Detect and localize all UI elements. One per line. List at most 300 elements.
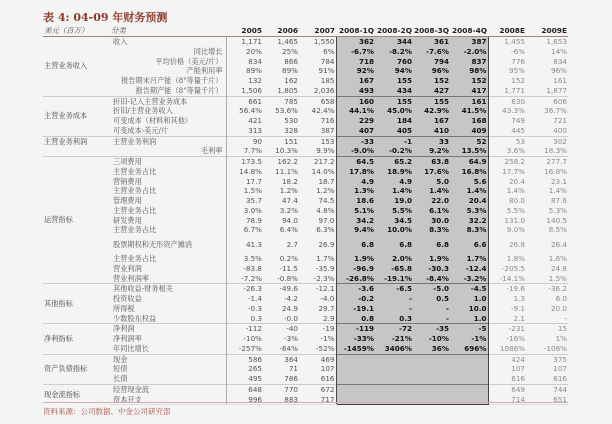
cell-2008e: -231 [488, 324, 526, 334]
row-label: 三项费用 [110, 157, 226, 167]
cell-2008e: -16% [506, 334, 525, 343]
cell-2008-2q: 94% [375, 66, 413, 76]
financial-forecast-table [43, 26, 568, 405]
group-label: 资产负债指标 [43, 354, 110, 384]
cell-2008-4q [450, 364, 488, 374]
cell-2009e: 24.8 [550, 263, 567, 273]
cell-2008-3q: 0.5 [413, 294, 450, 304]
cell-2008-1q: 44.1% [336, 106, 375, 116]
cell-2008-2q: -0.2% [375, 146, 413, 156]
cell-2008-2q: 45.0% [375, 106, 413, 116]
cell-2007: 2,036 [313, 85, 335, 95]
column-header: 2008E [488, 26, 526, 37]
cell-2009e: 375 [526, 354, 568, 364]
cell-2008-3q [413, 374, 450, 384]
cell-2006: -64% [279, 343, 298, 353]
cell-2008-4q: 387 [450, 37, 488, 47]
group-label: 其他指标 [43, 284, 110, 324]
cell-2008-3q: 63.8 [413, 157, 450, 167]
cell-2009e: 26.4 [550, 240, 567, 249]
cell-2008e: 152 [511, 76, 525, 85]
cell-2005: 1,506 [241, 85, 262, 95]
cell-2008-2q: 1.4% [375, 186, 413, 196]
column-header: 2007 [299, 26, 336, 37]
cell-2005: 56.4% [239, 106, 262, 116]
cell-2005: 17.7 [245, 176, 262, 186]
group-label: 主营业务利润 [43, 136, 110, 157]
cell-2008-4q: 52 [450, 136, 488, 146]
table-row [43, 364, 568, 374]
cell-2008-2q: 10.0% [375, 225, 413, 235]
row-label: 折旧/主营业务收入 [110, 106, 226, 116]
cell-2008-1q: 718 [336, 57, 375, 67]
row-label: 主营业务占比 [110, 167, 226, 177]
row-label: 营销费用 [110, 177, 226, 187]
cell-2007: 658 [299, 96, 336, 106]
cell-2007: 91% [318, 66, 335, 76]
row-label: 营业利润率 [110, 274, 226, 284]
group-label: 主营业务收入 [43, 37, 110, 97]
cell-2007: 4.8% [316, 205, 335, 215]
cell-2008-1q: -119 [336, 324, 375, 334]
cell-2008-2q: 18.9% [375, 167, 413, 177]
cell-2008-2q [375, 354, 413, 364]
cell-2007: -19 [299, 324, 336, 334]
row-label: 营业利润 [110, 264, 226, 274]
cell-2008-1q: 160 [336, 96, 375, 106]
cell-2009e: 1.6% [548, 254, 567, 263]
row-label: 短债 [110, 364, 226, 374]
cell-2005: 495 [248, 374, 262, 383]
cell-2008-1q: -6.7% [336, 47, 375, 57]
cell-2009e: 15 [526, 324, 568, 334]
group-label: 净利指标 [43, 324, 110, 354]
cell-2005: 3.5% [243, 254, 262, 263]
cell-2008-1q: -19.1 [336, 304, 375, 314]
table-row [43, 304, 568, 314]
cell-2006: 18.2 [281, 176, 298, 186]
group-label: 主营业务成本 [43, 96, 110, 136]
cell-2008-4q: 32.2 [450, 216, 488, 226]
cell-2008e: 20.4 [508, 176, 525, 186]
cell-2008e: 649 [488, 384, 526, 394]
cell-2005: 265 [248, 364, 262, 374]
cell-2008-1q: -9.0% [336, 146, 375, 156]
cell-2008-1q: 17.8% [336, 167, 375, 177]
cell-2008-1q: 5.1% [336, 206, 375, 216]
cell-2008-1q: 92% [336, 66, 375, 76]
cell-2007: 784 [320, 56, 335, 66]
cell-2008-2q: 155 [375, 76, 413, 86]
cell-2008-3q: -5.0 [413, 284, 450, 294]
cell-2005: 0.3 [250, 313, 262, 323]
cell-2005: 132 [248, 76, 262, 85]
cell-2006: -0.8% [277, 273, 298, 283]
cell-2008e: 1.4% [506, 186, 525, 196]
row-label: 平均价格（美元/片） [110, 57, 226, 67]
cell-2008e: 95% [509, 66, 525, 76]
cell-2008-2q: 4.9 [375, 177, 413, 187]
table-row [43, 206, 568, 216]
cell-2008-3q: 1.9% [413, 254, 450, 264]
cell-2006: 883 [263, 395, 299, 405]
cell-2008e: -14.1% [499, 273, 525, 283]
footer-divider [43, 402, 568, 403]
cell-2008-1q: 407 [336, 126, 375, 136]
cell-2007: 1.2% [316, 186, 335, 196]
cell-2008e: 714 [488, 395, 526, 405]
cell-2006: -3% [284, 334, 298, 343]
cell-2008-1q: -0.2 [336, 294, 375, 304]
cell-2007: 29.7 [318, 303, 335, 313]
cell-2008-3q [413, 364, 450, 374]
cell-2007: 153 [299, 136, 336, 146]
cell-2008-1q: 362 [336, 37, 375, 47]
cell-2007: 107 [320, 364, 335, 374]
cell-2008-1q: 1.3% [336, 186, 375, 196]
table-row [43, 47, 568, 57]
cell-2008-3q: - [413, 304, 450, 314]
row-label: 折旧-记入主营业务成本 [110, 96, 226, 106]
cell-2008-3q: -7.6% [413, 47, 450, 57]
cell-2009e: 140.5 [546, 215, 567, 225]
cell-2008-4q: 5.3% [450, 206, 488, 216]
table-row [43, 186, 568, 196]
row-label: 现金 [110, 354, 226, 364]
cell-2006: 0.2% [279, 254, 298, 263]
cell-2008-2q: 344 [375, 37, 413, 47]
cell-2008-4q: 1.7% [450, 254, 488, 264]
table-body [43, 37, 568, 405]
cell-2008-3q: 36% [413, 344, 450, 354]
cell-2008-2q [375, 384, 413, 394]
row-label: 管理费用 [110, 196, 226, 206]
cell-2008-1q: 0.8 [336, 314, 375, 324]
cell-2007: -12.1 [299, 284, 336, 294]
cell-2008-2q: 34.5 [375, 216, 413, 226]
cell-2009e: -36.2 [526, 284, 568, 294]
row-label: 净利润率 [110, 334, 226, 344]
cell-2008-4q: -3.2% [450, 274, 488, 284]
cell-2009e: 107 [553, 364, 567, 374]
cell-2008-3q: - [413, 314, 450, 324]
cell-2006: -49.6 [263, 284, 299, 294]
cell-2008e: 258.2 [488, 157, 526, 167]
cell-2005: 421 [248, 116, 262, 125]
cell-2005: -83.8 [243, 263, 262, 273]
cell-2007: 6.3% [316, 225, 335, 235]
cell-2008-1q: 34.2 [336, 216, 375, 226]
cell-2008-3q: 1.4% [413, 186, 450, 196]
cell-2006: 71 [288, 364, 298, 374]
table-row [43, 76, 568, 86]
cell-2006: 530 [284, 116, 298, 125]
cell-2005: 90 [226, 136, 263, 146]
cell-2009e: 23.1 [550, 176, 567, 186]
cell-2006: 786 [284, 374, 298, 383]
cell-2007: 42.4% [311, 106, 335, 116]
row-label: 主营业务占比 [110, 186, 226, 196]
row-label: 少数股东权益 [110, 314, 226, 324]
table-row [43, 126, 568, 136]
column-header: 2006 [263, 26, 299, 37]
cell-2006: 364 [263, 354, 299, 364]
group-label: 运营指标 [43, 157, 110, 284]
cell-2005: -7.2% [241, 273, 262, 283]
cell-2007: 217.2 [299, 157, 336, 167]
row-label: 主营业务利润 [110, 136, 226, 146]
cell-2008-3q: -30.3 [413, 264, 450, 274]
cell-2008-1q [336, 364, 375, 374]
cell-2005: -112 [226, 324, 263, 334]
table-row [43, 324, 568, 334]
cell-2008e: 3.6% [506, 146, 525, 156]
category-header: 分类 [110, 26, 226, 37]
column-header: 2008-2Q [376, 26, 412, 36]
cell-2006: 162 [284, 76, 298, 85]
cell-2008-3q: 6.1% [413, 206, 450, 216]
cell-2009e: 5.3% [548, 205, 567, 215]
cell-2008-3q: 30.0 [413, 216, 450, 226]
cell-2008e: -9.1 [510, 303, 525, 313]
cell-2008-3q: 9.2% [413, 146, 450, 156]
row-label: 可变成本（材料和其他） [110, 116, 226, 126]
cell-2005: -10% [243, 334, 262, 343]
cell-2005: 648 [226, 384, 263, 394]
cell-2009e: 16.8% [544, 166, 567, 176]
cell-2008e: 1.8% [506, 254, 525, 263]
cell-2008-1q: 1.9% [336, 254, 375, 264]
cell-2008-4q: 10.0 [450, 304, 488, 314]
cell-2008-1q: -33% [336, 334, 375, 344]
cell-2007: 74.5 [318, 196, 335, 205]
table-row [43, 354, 568, 364]
cell-2007: 469 [299, 354, 336, 364]
row-label: 年同比增长 [110, 344, 226, 354]
cell-2006: -4.2 [283, 294, 298, 303]
cell-2005: 173.5 [226, 157, 263, 167]
cell-2007: 18.7 [318, 176, 335, 186]
table-row [43, 274, 568, 284]
cell-2009e: 87.6 [550, 196, 567, 205]
cell-2007: -52% [315, 343, 335, 353]
row-label: 报告期产能（8"等量千片） [110, 86, 226, 96]
cell-2008-1q: 229 [336, 116, 375, 126]
row-label: 可变成本-美元/片 [110, 126, 226, 136]
table-row [43, 264, 568, 274]
cell-2007: -4.0 [320, 294, 335, 303]
row-label: 报告期末月产能（8"等量千片） [110, 76, 226, 86]
cell-2007: 185 [320, 76, 335, 85]
cell-2008-3q [413, 395, 450, 405]
cell-2008e: 749 [511, 116, 525, 125]
cell-2009e: 606 [526, 96, 568, 106]
cell-2008-3q: 410 [413, 126, 450, 136]
cell-2007: 1,550 [299, 37, 336, 47]
table-row [43, 177, 568, 187]
cell-2008-1q: 493 [336, 86, 375, 96]
cell-2005: -257% [238, 343, 262, 353]
cell-2008-4q: -2.0% [450, 47, 488, 57]
cell-2006: 162.2 [263, 157, 299, 167]
cell-2008e: 1.3 [513, 294, 525, 303]
cell-2008-2q: 2.0% [375, 254, 413, 264]
cell-2008e: 445 [511, 125, 525, 135]
table-row [43, 374, 568, 384]
cell-2008-2q: 5.5% [375, 206, 413, 216]
cell-2009e: 400 [553, 125, 567, 135]
cell-2005: 996 [226, 395, 263, 405]
cell-2008e: 80.0 [508, 196, 525, 205]
cell-2007: -2.3% [313, 273, 335, 283]
row-label: 资本开支 [110, 395, 226, 405]
cell-2008-4q: 696% [450, 344, 488, 354]
cell-2008-3q: 167 [413, 116, 450, 126]
cell-2007: 716 [320, 116, 335, 125]
cell-2007: 9.9% [316, 146, 335, 156]
header-row [43, 26, 568, 37]
row-label: 长债 [110, 374, 226, 384]
cell-2009e: 834 [553, 56, 567, 66]
cell-2005: 1,171 [226, 37, 263, 47]
cell-2005: 586 [226, 354, 263, 364]
cell-2008-1q: -26.8% [336, 274, 375, 284]
cell-2008e: -19.6 [488, 284, 526, 294]
cell-2009e: -106% [543, 343, 567, 353]
table-row [43, 216, 568, 226]
table-row [43, 254, 568, 264]
cell-2008-2q: - [375, 294, 413, 304]
cell-2008-3q: 6.8 [413, 235, 450, 254]
cell-2008e: 9.0% [506, 225, 525, 235]
cell-2008-4q: -5 [450, 324, 488, 334]
cell-2008-2q: - [375, 304, 413, 314]
cell-2008-4q [450, 384, 488, 394]
cell-2008-2q: 0.3 [375, 314, 413, 324]
row-label: 投资收益 [110, 294, 226, 304]
row-label: 产能利用率 [110, 66, 226, 76]
table-row [43, 37, 568, 47]
table-row [43, 96, 568, 106]
cell-2007: 26.9 [318, 240, 335, 249]
cell-2005: 14.8% [239, 166, 262, 176]
table-row [43, 66, 568, 76]
cell-2005: -0.3 [247, 303, 262, 313]
table-row [43, 146, 568, 156]
cell-2008-4q: 8.3% [450, 225, 488, 235]
cell-2008-4q: 152 [450, 76, 488, 86]
cell-2006: 785 [263, 96, 299, 106]
cell-2008-1q: 9.4% [336, 225, 375, 235]
cell-2008e: 424 [488, 354, 526, 364]
cell-2008-4q: 20.4 [450, 196, 488, 206]
cell-2008-2q: 405 [375, 126, 413, 136]
cell-2008e: 2.1 [513, 313, 525, 323]
table-row [43, 314, 568, 324]
cell-2008e: 630 [488, 96, 526, 106]
table-row [43, 284, 568, 294]
cell-2008-4q: 13.5% [450, 146, 488, 156]
cell-2009e: 651 [526, 395, 568, 405]
cell-2008-2q [375, 395, 413, 405]
cell-2008-1q [336, 395, 375, 405]
row-label: 其他收益-财务相关 [110, 284, 226, 294]
cell-2008-2q: 19.0 [375, 196, 413, 206]
cell-2009e: 1.4% [548, 186, 567, 196]
cell-2008e: 616 [511, 374, 525, 383]
row-label: 收入 [110, 37, 226, 47]
cell-2008-3q: -35 [413, 324, 450, 334]
cell-2008-3q: 155 [413, 96, 450, 106]
cell-2008-4q: 98% [450, 66, 488, 76]
cell-2008-1q: 4.9 [336, 177, 375, 187]
cell-2007: 1.7% [316, 254, 335, 263]
cell-2008e: 43.3% [502, 106, 525, 116]
cell-2005: -26.3 [226, 284, 263, 294]
cell-2007: 717 [299, 395, 336, 405]
cell-2009e: 6.0 [555, 294, 567, 303]
cell-2005: 35.7 [245, 196, 262, 205]
cell-2008-2q: 184 [375, 116, 413, 126]
cell-2008e: 1,455 [488, 37, 526, 47]
cell-2005: 3.0% [243, 205, 262, 215]
cell-2008-3q: 794 [413, 57, 450, 67]
cell-2006: 1,465 [263, 37, 299, 47]
cell-2008-4q: 41.5% [450, 106, 488, 116]
cell-2005: 89% [246, 66, 262, 76]
cell-2008-1q: -3.6 [336, 284, 375, 294]
cell-2008-2q [375, 364, 413, 374]
cell-2008-1q: 167 [336, 76, 375, 86]
cell-2006: -40 [263, 324, 299, 334]
cell-2006: 866 [284, 56, 298, 66]
cell-2008-4q: -1% [450, 334, 488, 344]
cell-2005: 7.7% [243, 146, 262, 156]
cell-2008-3q: 152 [413, 76, 450, 86]
cell-2008-2q: -8.2% [375, 47, 413, 57]
cell-2006: 6.4% [279, 225, 298, 235]
cell-2008-1q: -33 [336, 136, 375, 146]
cell-2008-2q: 155 [375, 96, 413, 106]
cell-2006: 24.9 [281, 303, 298, 313]
cell-2008-1q [336, 374, 375, 384]
cell-2008e: 1,771 [504, 85, 525, 95]
table-row [43, 294, 568, 304]
table-row [43, 196, 568, 206]
cell-2008-4q: 5.6 [450, 177, 488, 187]
cell-2006: 53.6% [275, 106, 298, 116]
cell-2009e: 1,877 [546, 85, 567, 95]
cell-2008e: 131.0 [504, 215, 525, 225]
cell-2009e: 14% [551, 46, 567, 56]
cell-2008-3q: 42.9% [413, 106, 450, 116]
cell-2006: 1.2% [279, 186, 298, 196]
cell-2008e: 5.5% [506, 205, 525, 215]
cell-2008-4q [450, 354, 488, 364]
table-row [43, 235, 568, 254]
cell-2006: 11.1% [275, 166, 298, 176]
cell-2008-1q: -1459% [336, 344, 375, 354]
cell-2008-3q: 17.6% [413, 167, 450, 177]
cell-2009e: 1.5% [548, 273, 567, 283]
column-header: 2005 [226, 26, 263, 37]
table-row [43, 57, 568, 67]
cell-2008-3q: -10% [413, 334, 450, 344]
cell-2006: 2.7 [286, 240, 298, 249]
row-label: 主营业务占比 [110, 206, 226, 216]
cell-2008-4q: 1.0 [450, 294, 488, 304]
row-label: 主营业务占比 [110, 225, 226, 235]
